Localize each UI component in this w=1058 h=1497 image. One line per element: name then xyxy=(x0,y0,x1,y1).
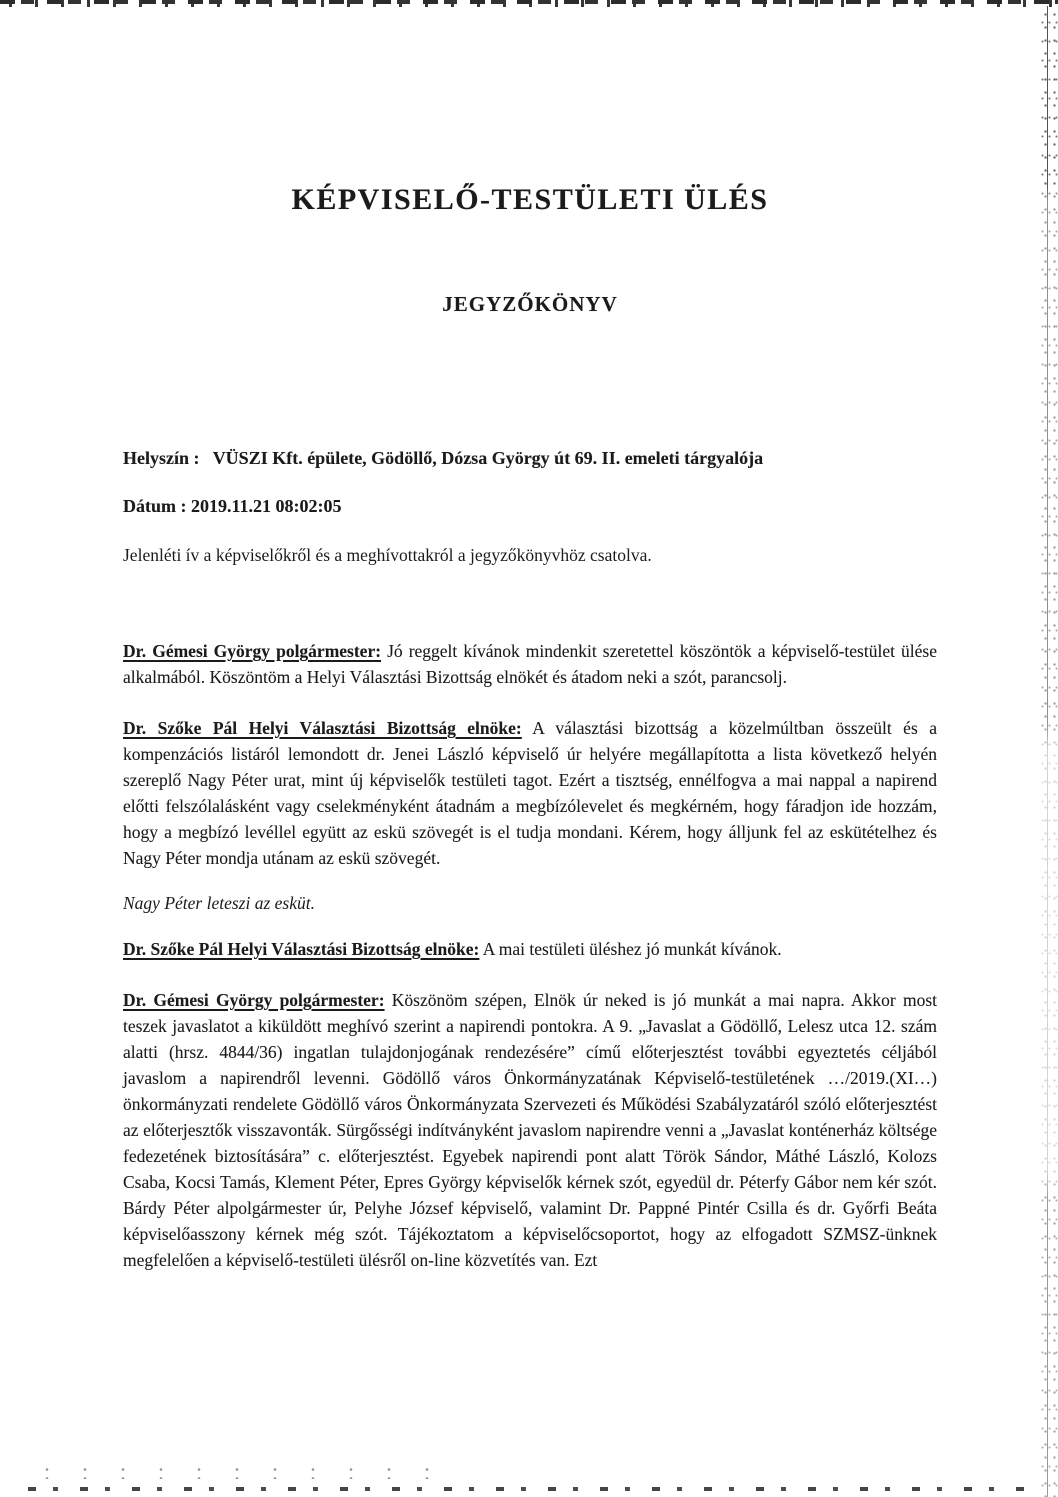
speech-paragraph xyxy=(123,715,937,871)
date-value: 2019.11.21 08:02:05 xyxy=(191,496,342,516)
speaker-name: Dr. Szőke Pál Helyi Választási Bizottság elnöke: xyxy=(123,718,522,738)
speaker-name: Dr. Szőke Pál Helyi Választási Bizottság elnöke: xyxy=(123,939,480,959)
scan-artifact-right-edge xyxy=(1038,6,1058,1497)
location-label: Helyszín : xyxy=(123,448,200,468)
attendance-note: Jelenléti ív a képviselőkről és a meghívottakról a jegyzőkönyvhöz csatolva. xyxy=(123,545,652,565)
scan-artifact-bottom-edge xyxy=(28,1487,1040,1491)
document-subtitle: JEGYZŐKÖNYV xyxy=(442,292,618,316)
document-content xyxy=(123,0,937,1291)
speech-text: A mai testületi üléshez jó munkát kívánok. xyxy=(482,939,782,959)
location-value: VÜSZI Kft. épülete, Gödöllő, Dózsa György út 69. II. emeleti tárgyalója xyxy=(212,448,764,468)
speaker-name: Dr. Gémesi György polgármester: xyxy=(123,641,382,661)
scan-artifact-bottom-specks xyxy=(28,1465,458,1479)
stage-direction: Nagy Péter leteszi az esküt. xyxy=(123,893,315,913)
speech-text: Köszönöm szépen, Elnök úr neked is jó munkát a mai napra. Akkor most teszek javaslatot a kiküldött meghívó szerint a napirendi pontokra. A 9. „Javaslat a Gödöllő, Lelesz utca 12. szám alatti (hrsz. 4844/36) ingatlan tulajdonjogának rendezésére” című előterjesztést további egyeztetés céljából javaslom a napirendről levenni. Gödöllő város Önkormányzatának Képviselő-testületének …/2019.(XI…) önkormányzati rendelete Gödöllő város Önkormányzata Szervezeti és Működési Szabályzatáról szóló előterjesztést az előterjesztők visszavonták. Sürgősségi indítványként javaslom napirendre venni a „Javaslat konténerház költsége fedezetének biztosítására” c. előterjesztést. Egyebek napirendi pont alatt Török Sándor, Máthé László, Kolozs Csaba, Kocsi Tamás, Klement Péter, Epres György képviselők kérnek szót, egyedül dr. Péterfy Gábor nem kér szót. Bárdy Péter alpolgármester úr, Pelyhe József képviselő, valamint Dr. Pappné Pintér Csilla és dr. Győrfi Beáta képviselőasszony kérnek még szót. Tájékoztatom a képviselőcsoportot, hogy az elfogadott SZMSZ-ünknek megfelelően a képviselő-testületi ülésről on-line közvetítés van. Ezt xyxy=(123,990,937,1270)
document-title: KÉPVISELŐ-TESTÜLETI ÜLÉS xyxy=(291,183,769,216)
speech-paragraph xyxy=(123,638,937,690)
speech-paragraph xyxy=(123,936,937,962)
date-label: Dátum : xyxy=(123,496,187,516)
meta-location-line xyxy=(123,448,937,469)
meta-date-line xyxy=(123,496,937,517)
speech-paragraph xyxy=(123,987,937,1273)
speaker-name: Dr. Gémesi György polgármester: xyxy=(123,990,385,1010)
speech-text: Jó reggelt kívánok mindenkit szeretettel köszöntök a képviselő-testület ülése alkalmából. Köszöntöm a Helyi Választási Bizottság elnökét és átadom neki a szót, parancsolj. xyxy=(123,641,937,687)
speech-text: A választási bizottság a közelmúltban összeült és a kompenzációs listáról lemondott dr. Jenei László képviselő úr helyére megállapította a lista következő helyén szereplő Nagy Péter urat, mint új képviselők testületi tagot. Ezért a tisztség, ennélfogva a mai nappal a napirend előtti felszólalásként vagy cselekményként átadnám a megbízólevelet és megkérném, hogy fáradjon ide hozzám, hogy a megbízó levéllel együtt az eskü szövegét is el tudja mondani. Kérem, hogy álljunk fel az eskütételhez és Nagy Péter mondja utánam az eskü szövegét. xyxy=(123,718,937,868)
